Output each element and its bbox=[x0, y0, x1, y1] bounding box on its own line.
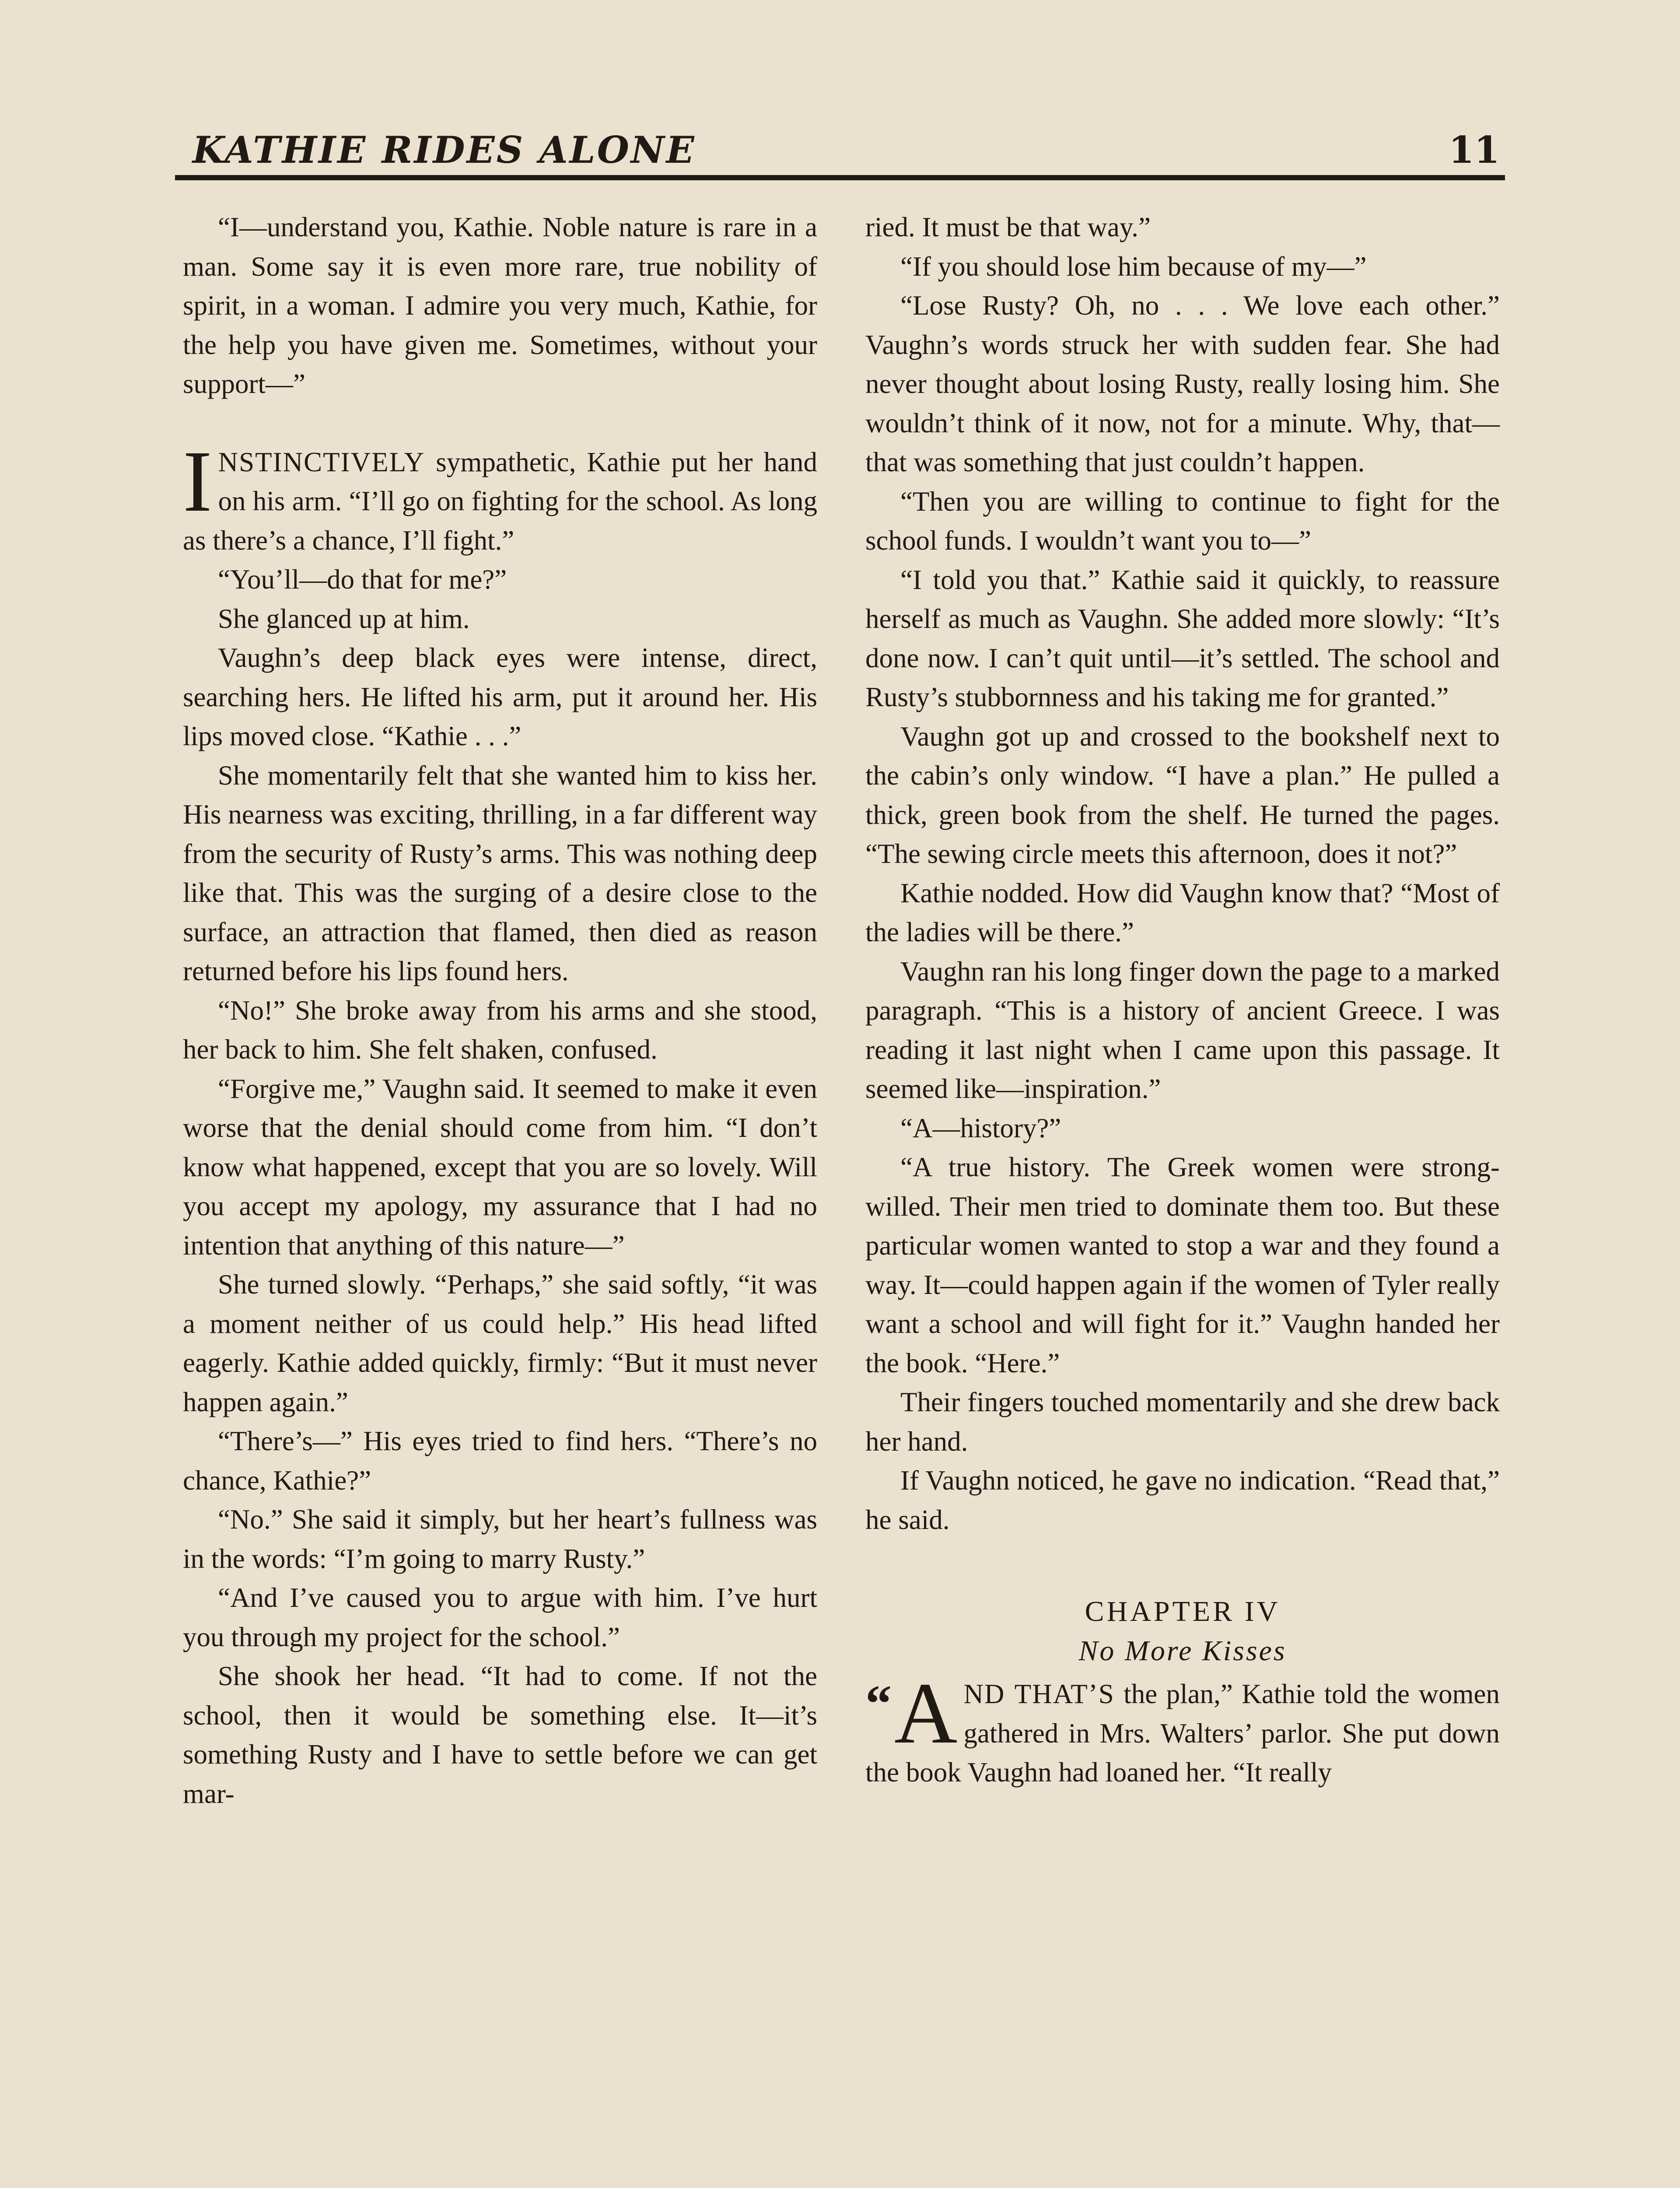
small-caps-lead: ND THAT’S bbox=[963, 1679, 1115, 1709]
chapter-subtitle: No More Kisses bbox=[1078, 1634, 1287, 1667]
left-column bbox=[183, 208, 817, 1813]
paragraph: Kathie nodded. How did Vaughn know that? “Most of the ladies will be there.” bbox=[865, 877, 1500, 947]
drop-cap: I bbox=[183, 433, 212, 530]
paragraph: “No.” She said it simply, but her heart’s fullness was in the words: “I’m going to marry Rusty.” bbox=[183, 1504, 817, 1574]
paragraph: “I told you that.” Kathie said it quickly, to reassure herself as much as Vaughn. She added more slowly: “It’s done now. I can’t quit until—it’s settled. The school and Rusty’s stubbornness and his taking me for granted.” bbox=[865, 564, 1500, 712]
paragraph: “There’s—” His eyes tried to find hers. “There’s no chance, Kathie?” bbox=[183, 1426, 817, 1496]
running-head-title: KATHIE RIDES ALONE bbox=[192, 128, 696, 172]
paragraph-dropcap bbox=[183, 433, 817, 561]
paragraph: “Forgive me,” Vaughn said. It seemed to make it even worse that the denial should come from him. “I don’t know what happened, except that you are so lovely. Will you accept my apology, my assurance that I had no intention that anything of this nature—” bbox=[183, 1073, 817, 1261]
right-column bbox=[865, 208, 1500, 1792]
small-caps-lead: NSTINCTIVELY bbox=[218, 446, 425, 477]
paragraph: “I—understand you, Kathie. Noble nature is rare in a man. Some say it is even more rare, true nobility of spirit, in a woman. I admire you very much, Kathie, for the help you have given me. Sometimes, without your support—” bbox=[183, 212, 817, 399]
paragraph: “A true history. The Greek women were strong-willed. Their men tried to dominate them too. But these particular women wanted to stop a war and they found a way. It—could happen again if the women of Tyler really want a school and will fight for it.” Vaughn handed her the book. “Here.” bbox=[865, 1152, 1500, 1378]
running-head bbox=[175, 127, 1505, 180]
paragraph: She turned slowly. “Perhaps,” she said softly, “it was a moment neither of us could help.” His head lifted eagerly. Kathie added quickly, firmly: “But it must never happen again.” bbox=[183, 1269, 817, 1417]
paragraph-continued: ried. It must be that way.” bbox=[865, 212, 1151, 242]
page-number: 11 bbox=[1449, 128, 1500, 172]
paragraph: If Vaughn noticed, he gave no indication. “Read that,” he said. bbox=[865, 1465, 1500, 1535]
paragraph: “And I’ve caused you to argue with him. I’ve hurt you through my project for the school.” bbox=[183, 1582, 817, 1652]
paragraph: “Lose Rusty? Oh, no . . . We love each other.” Vaughn’s words struck her with sudden fear. She had never thought about losing Rusty, really losing him. She wouldn’t think of it now, not for a minute. Why, that—that was something that just couldn’t happen. bbox=[865, 290, 1500, 477]
opening-quote-mark: “ bbox=[865, 1674, 892, 1732]
paragraph: Vaughn ran his long finger down the page to a marked paragraph. “This is a history of ancient Greece. I was reading it last night when I came upon this passage. It seemed like—inspiration.” bbox=[865, 956, 1500, 1104]
paragraph: Vaughn got up and crossed to the bookshelf next to the cabin’s only window. “I have a plan.” He pulled a thick, green book from the shelf. He turned the pages. “The sewing circle meets this afternoon, does it not?” bbox=[865, 721, 1500, 869]
paragraph-text: sympathetic, Kathie put her hand on his arm. “I’ll go on fighting for the school. As long as there’s a chance, I’ll fight.” bbox=[183, 446, 817, 556]
paragraph-dropcap bbox=[865, 1665, 1500, 1792]
drop-cap: A bbox=[894, 1665, 958, 1762]
paragraph: “A—history?” bbox=[900, 1112, 1061, 1143]
paragraph: “You’ll—do that for me?” bbox=[218, 564, 507, 595]
paragraph: “Then you are willing to continue to fight for the school funds. I wouldn’t want you to—” bbox=[865, 486, 1500, 556]
paragraph: Vaughn’s deep black eyes were intense, direct, searching hers. He lifted his arm, put it around her. His lips moved close. “Kathie . . .” bbox=[183, 642, 817, 751]
paragraph-text: the plan,” Kathie told the women gathered in Mrs. Walters’ parlor. She put down the book Vaughn had loaned her. “It really bbox=[865, 1679, 1500, 1788]
paragraph: She shook her head. “It had to come. If not the school, then it would be something else. It—it’s something Rusty and I have to settle before we can get mar- bbox=[183, 1661, 817, 1809]
paragraph: She momentarily felt that she wanted him to kiss her. His nearness was exciting, thrilling, in a far different way from the security of Rusty’s arms. This was nothing deep like that. This was the surging of a desire close to the surface, an attraction that flamed, then died as reason returned before his lips found hers. bbox=[183, 760, 817, 986]
paragraph: She glanced up at him. bbox=[218, 603, 470, 634]
paragraph: “No!” She broke away from his arms and she stood, her back to him. She felt shaken, confused. bbox=[183, 995, 817, 1065]
paragraph: “If you should lose him because of my—” bbox=[900, 251, 1367, 282]
chapter-heading: CHAPTER IV bbox=[1085, 1595, 1281, 1627]
paragraph: Their fingers touched momentarily and she drew back her hand. bbox=[865, 1387, 1500, 1457]
